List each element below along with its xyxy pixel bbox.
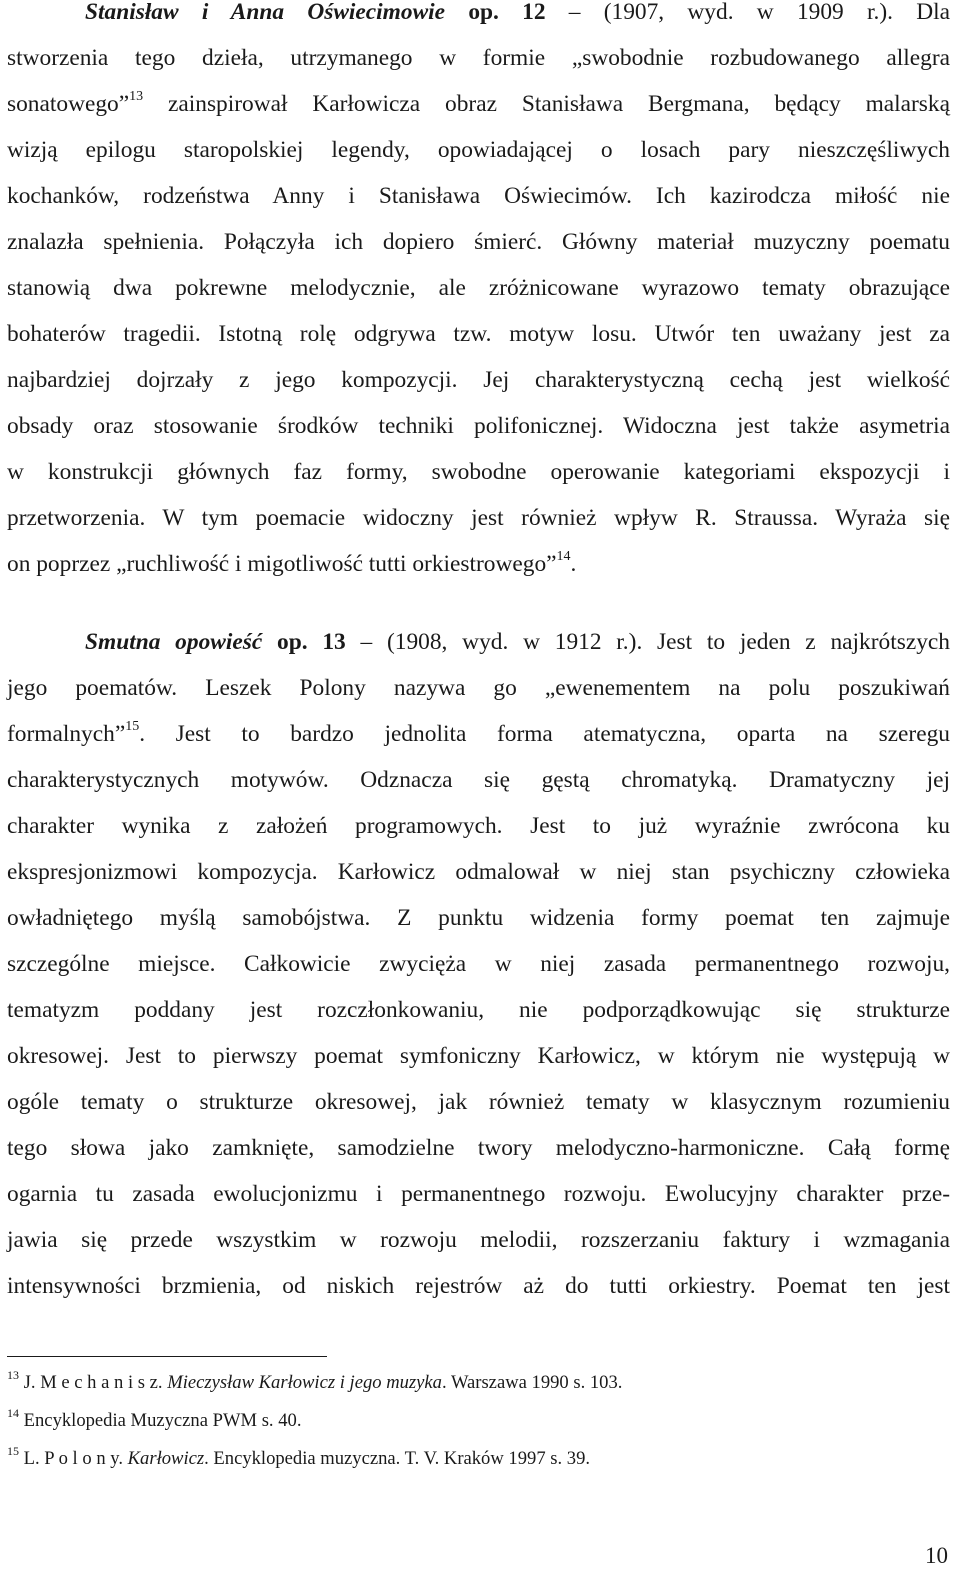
paragraph-1-line-10: obsady oraz stosowanie środków techniki polifonicznej. Widoczna jest także asymetria <box>7 413 950 439</box>
footnote-number: 15 <box>7 1444 19 1458</box>
paragraph-1-line-7: stanowią dwa pokrewne melodycznie, ale zróżnicowane wyrazowo tematy obrazujące <box>7 275 950 301</box>
paragraph-1-line-1 <box>85 0 950 27</box>
paragraph-1-line-2: stworzenia tego dzieła, utrzymanego w formie „swobodnie rozbudowanego allegra <box>7 45 950 71</box>
paragraph-1-line-11: w konstrukcji głównych faz formy, swobodne operowanie kategoriami ekspozycji i <box>7 459 950 485</box>
text-run: formalnych” <box>7 721 126 747</box>
footnote-author: J. M e c h a n i s z. <box>23 1372 163 1393</box>
work-title: Smutna opowieść <box>85 629 263 655</box>
paragraph-2-line-13: ogarnia tu zasada ewolucjonizmu i permanentnego rozwoju. Ewolucyjny charakter prze- <box>7 1181 950 1207</box>
paragraph-2-line-5: charakter wynika z założeń programowych. Jest to już wyraźnie zwrócona ku <box>7 813 950 839</box>
paragraph-2-line-1 <box>85 627 950 657</box>
opus-number: op. 12 <box>468 0 546 25</box>
footnote-title: Mieczysław Karłowicz i jego muzyka <box>167 1372 442 1393</box>
text-run: . <box>570 551 577 577</box>
paragraph-2-line-11: ogóle tematy o strukturze okresowej, jak również tematy w klasycznym rozumieniu <box>7 1089 950 1115</box>
paragraph-1-line-6: znalazła spełnienia. Połączyła ich dopiero śmierć. Główny materiał muzyczny poematu <box>7 229 950 255</box>
page-number: 10 <box>925 1543 948 1568</box>
paragraph-2-line-8: szczególne miejsce. Całkowicie zwycięża w niej zasada permanentnego rozwoju, <box>7 951 950 977</box>
paragraph-1-line-4: wizją epilogu staropolskiej legendy, opowiadającej o losach pary nieszczęśliwych <box>7 137 950 163</box>
footnote-number: 14 <box>7 1406 19 1420</box>
footnote-ref: 14 <box>556 549 571 564</box>
footnote-text: . Encyklopedia muzyczna. T. V. Kraków 1997 s. 39. <box>204 1448 591 1469</box>
text-run: – (1907, wyd. w 1909 r.). Dla <box>545 0 950 25</box>
footnote-14 <box>7 1406 302 1433</box>
paragraph-2-line-14: jawia się przede wszystkim w rozwoju melodii, rozszerzaniu faktury i wzmagania <box>7 1227 950 1253</box>
paragraph-2-line-2: jego poematów. Leszek Polony nazywa go „ewenementem na polu poszukiwań <box>7 675 950 701</box>
paragraph-2-line-10: okresowej. Jest to pierwszy poemat symfoniczny Karłowicz, w którym nie występują w <box>7 1043 950 1069</box>
text-run: – (1908, wyd. w 1912 r.). Jest to jeden z najkrótszych <box>345 629 950 655</box>
footnote-separator <box>7 1356 327 1357</box>
footnote-number: 13 <box>7 1368 19 1382</box>
footnote-ref: 15 <box>125 719 140 734</box>
footnote-author: L. P o l o n y. <box>23 1448 123 1469</box>
paragraph-2-line-7: owładniętego myślą samobójstwa. Z punktu widzenia formy poemat ten zajmuje <box>7 905 950 931</box>
paragraph-1-line-9: najbardziej dojrzały z jego kompozycji. Jej charakterystyczną cechą jest wielkość <box>7 367 950 393</box>
work-title: Stanisław i Anna Oświecimowie <box>85 0 446 25</box>
paragraph-2-line-12: tego słowa jako zamknięte, samodzielne twory melodyczno-harmoniczne. Całą formę <box>7 1135 950 1161</box>
paragraph-1-line-5: kochanków, rodzeństwa Anny i Stanisława Oświecimów. Ich kazirodcza miłość nie <box>7 183 950 209</box>
text-run: . Jest to bardzo jednolita forma atematyczna, oparta na szeregu <box>139 721 950 747</box>
text-run: on poprzez „ruchliwość i migotliwość tutti orkiestrowego” <box>7 551 557 577</box>
footnote-13 <box>7 1368 623 1395</box>
paragraph-1-line-13 <box>7 549 950 579</box>
paragraph-2-line-3 <box>7 719 950 749</box>
footnote-title: Karłowicz <box>127 1448 205 1469</box>
paragraph-1-line-3 <box>7 89 950 119</box>
paragraph-2-line-15: intensywności brzmienia, od niskich rejestrów aż do tutti orkiestry. Poemat ten jest <box>7 1273 950 1299</box>
paragraph-2-line-6: ekspresjonizmowi kompozycja. Karłowicz odmalował w niej stan psychiczny człowieka <box>7 859 950 885</box>
text-run: zainspirował Karłowicza obraz Stanisława Bergmana, będący malarską <box>143 91 950 117</box>
text-run: sonatowego” <box>7 91 130 117</box>
footnote-15 <box>7 1444 591 1471</box>
footnote-text: Encyklopedia Muzyczna PWM s. 40. <box>23 1410 302 1431</box>
paragraph-2-line-4: charakterystycznych motywów. Odznacza się gęstą chromatyką. Dramatyczny jej <box>7 767 950 793</box>
footnote-text: . Warszawa 1990 s. 103. <box>441 1372 623 1393</box>
footnote-ref: 13 <box>129 89 144 104</box>
opus-number: op. 13 <box>277 629 346 655</box>
paragraph-1-line-12: przetworzenia. W tym poemacie widoczny jest również wpływ R. Straussa. Wyraża się <box>7 505 950 531</box>
paragraph-1-line-8: bohaterów tragedii. Istotną rolę odgrywa tzw. motyw losu. Utwór ten uważany jest za <box>7 321 950 347</box>
paragraph-2-line-9: tematyzm poddany jest rozczłonkowaniu, nie podporządkowując się strukturze <box>7 997 950 1023</box>
